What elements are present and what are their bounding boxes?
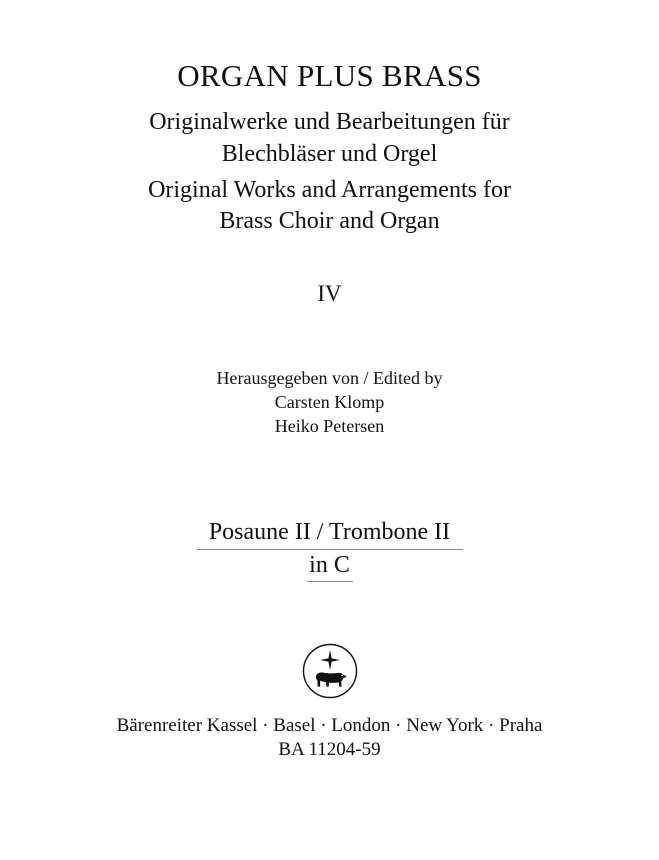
instrument-key: in C [309,552,350,578]
editor-name: Carsten Klomp [274,392,385,412]
part-underline [197,549,463,550]
subtitle-german-line-1: Originalwerke und Bearbeitungen für [149,109,510,135]
volume-number: IV [317,281,342,306]
baerenreiter-bear-star-icon [302,643,358,699]
collection-title: ORGAN PLUS BRASS [177,58,482,93]
editor-name: Heiko Petersen [274,416,385,436]
catalog-number: BA 11204-59 [278,739,381,760]
instrument-part: Posaune II / Trombone II [208,519,451,545]
key-underline [307,581,353,582]
subtitle-english-line-2: Brass Choir and Organ [219,208,440,234]
subtitle-german-line-2: Blechbläser und Orgel [221,141,438,167]
edited-by-label: Herausgegeben von / Edited by [216,368,443,388]
subtitle-english-line-1: Original Works and Arrangements for [148,177,511,203]
publisher-line: Bärenreiter Kassel · Basel · London · New York · Praha [116,715,543,736]
